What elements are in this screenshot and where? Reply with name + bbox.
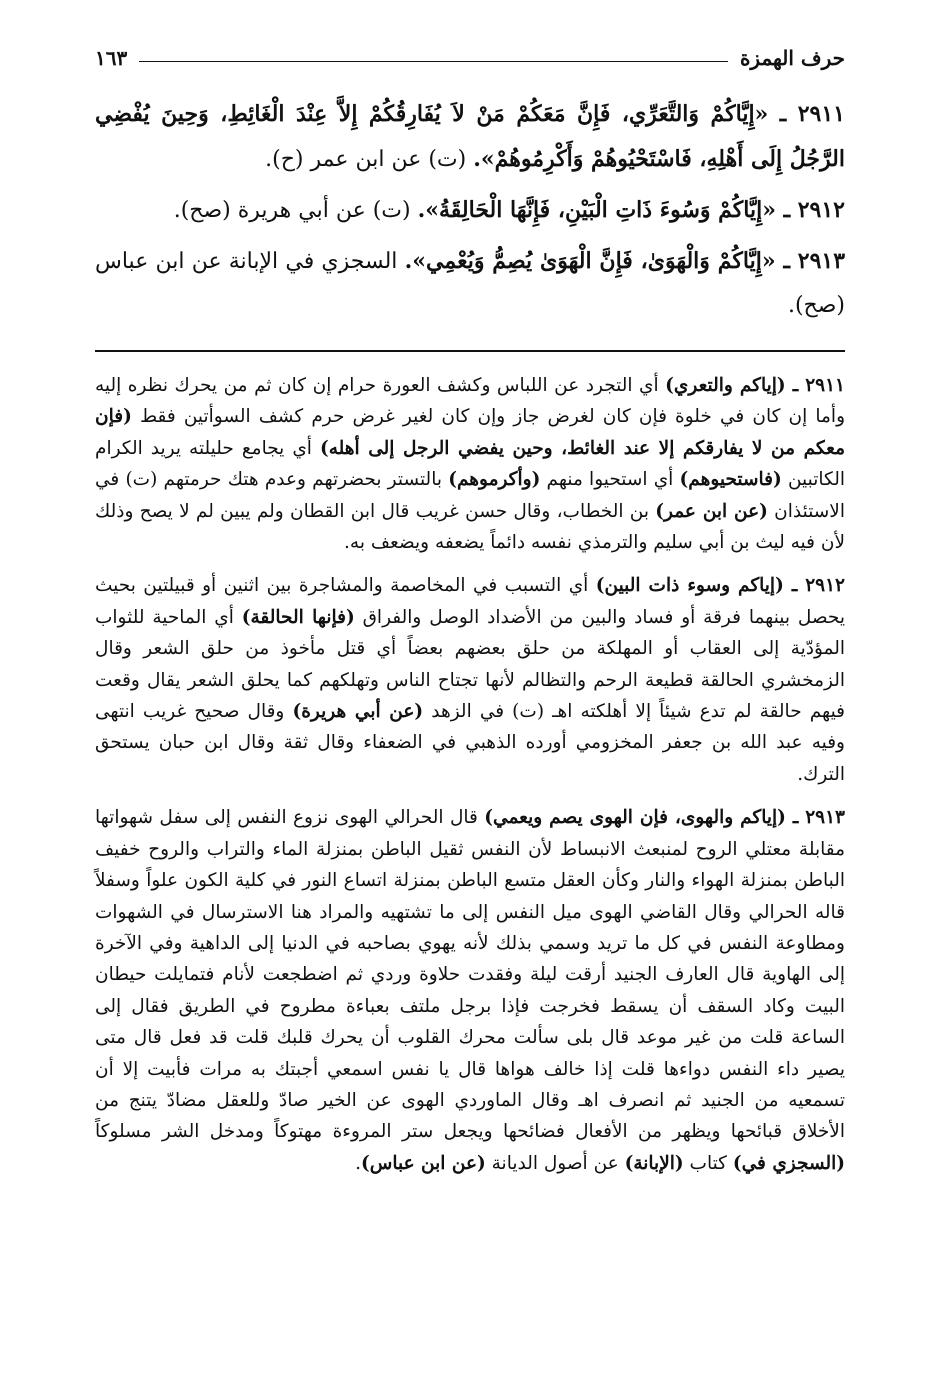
commentary-text: بالتستر بحضرتهم وعدم هتك حرمتهم (ت) في الاستئذان <box>95 469 845 522</box>
commentary-text: كتاب <box>683 1152 733 1174</box>
hadith-number: ٢٩١١ <box>797 101 845 127</box>
hadith-number: ٢٩١٢ <box>797 197 845 223</box>
commentary-quote: (إياكم والتعري) <box>665 375 786 396</box>
footnote-divider <box>95 350 845 352</box>
commentary-quote: (إياكم وسوء ذات البين) <box>595 575 784 597</box>
commentary-text: . <box>355 1152 362 1174</box>
hadith-entry: ٢٩١٣ ـ «إِيَّاكُمْ وَالْهَوَىٰ، فَإِنَّ الْهَوَىٰ يُصِمُّ وَيُعْمِي». السجزي في الإبانة عن ابن عباس (صح). <box>95 248 846 318</box>
commentary-paragraph: ٢٩١٢ ـ (إياكم وسوء ذات البين) أي التسبب في المخاصمة والمشاجرة بين اثنين أو قبيلتين بحيث يحصل بينهما فرقة أو فساد والبين من الأضداد الوصل والفراق (فإنها الحالقة) أي الماحية للثواب المؤدّية إلى العقاب أو المهلكة من حلق بعضهم بعضاً أي قتل مأخوذ من حلق الشعر وقال الزمخشري الحالقة قطيعة الرحم والتظالم لأنها تجتاح الناس وتهلكهم كما يحلق الشعر يقال وقعت فيهم حالقة لم تدع شيئاً إلا أهلكته اهـ (ت) في الزهد (عن أبي هريرة) وقال صحيح غريب انتهى وفيه عبد الله بن جعفر المخزومي أورده الذهبي في الضعفاء وقال ثقة وقال ابن حبان يستحق الترك. <box>95 575 846 785</box>
commentary-quote: (إياكم والهوى، فإن الهوى يصم ويعمي) <box>484 807 786 829</box>
header-rule <box>139 61 728 62</box>
hadith-source: (ت) عن أبي هريرة (صح). <box>173 198 411 223</box>
page-number: ١٦٣ <box>95 46 128 70</box>
commentary-quote: (السجزي في) <box>732 1152 845 1174</box>
hadith-source: السجزي في الإبانة عن ابن عباس (صح). <box>95 249 845 318</box>
commentary-quote: (عن ابن عمر) <box>655 500 768 522</box>
commentary-number: ٢٩١٢ <box>805 575 845 597</box>
commentary-text: عن أصول الديانة <box>485 1152 625 1174</box>
commentary-number: ٢٩١٣ <box>805 807 845 829</box>
commentary-text: أي يجامع حليلته يريد الكرام الكاتبين <box>95 437 845 491</box>
commentary-quote: (عن ابن عباس) <box>361 1152 486 1174</box>
hadith-source: (ت) عن ابن عمر (ح). <box>265 147 467 172</box>
commentary-quote: (عن أبي هريرة) <box>292 701 424 723</box>
hadith-text: «إِيَّاكُمْ وَالْهَوَىٰ، فَإِنَّ الْهَوَىٰ يُصِمُّ وَيُعْمِي». <box>404 248 776 274</box>
commentary-text: أي استحيوا منهم <box>540 469 680 491</box>
chapter-title: حرف الهمزة <box>739 46 845 70</box>
commentary-quote: (فإن معكم من لا يفارقكم إلا عند الغائط، وحين يفضي الرجل إلى أهله) <box>95 406 845 459</box>
book-page <box>95 40 845 1191</box>
hadith-text: «إِيَّاكُمْ وَسُوءَ ذَاتِ الْبَيْنِ، فَإِنَّهَا الْحَالِقَةُ». <box>417 197 776 223</box>
commentary-quote: (الإبانة) <box>624 1152 684 1174</box>
commentary-text: أي الماحية للثواب المؤدّية إلى العقاب أو المهلكة من حلق بعضهم بعضاً أي قتل مأخوذ من حلق الشعر وقال الزمخشري الحالقة قطيعة الرحم والتظالم لأنها تجتاح الناس وتهلكهم كما يحلق الشعر يقال وقعت فيهم حالقة لم تدع شيئاً إلا أهلكته اهـ (ت) في الزهد <box>95 606 846 723</box>
hadith-entry: ٢٩١١ ـ «إِيَّاكُمْ وَالتَّعَرِّي، فَإِنَّ مَعَكُمْ مَنْ لاَ يُفَارِقُكُمْ إِلاَّ عِنْدَ الْغَائِطِ، وَحِينَ يُفْضِي الرَّجُلُ إِلَى أَهْلِهِ، فَاسْتَحْيُوهُمْ وَأَكْرِمُوهُمْ». (ت) عن ابن عمر (ح). <box>95 101 845 172</box>
commentary-quote: (وأكرموهم) <box>448 469 541 491</box>
page-header <box>95 40 845 76</box>
commentary-number: ٢٩١١ <box>805 375 845 396</box>
commentary-text: قال الحرالي الهوى نزوع النفس إلى سفل شهواتها مقابلة معتلي الروح لمنبعث الانبساط لأن النفس ثقيل الباطن بمنزلة الماء والتراب والروح خفيف الباطن بمنزلة الهواء والنار وكأن العقل متسع الباطن بمنزلة اتساع النور في كلية الكون علواً وسفلاً قاله الحرالي وقال القاضي الهوى ميل النفس إلى ما تشتهيه والمراد هنا الاسترسال في الشهوات ومطاوعة النفس في كل ما تريد وسمي بذلك لأنه يهوي بصاحبه في الدنيا إلى الداهية وفي الآخرة إلى الهاوية قال العارف الجنيد أرقت ليلة وفقدت حلاوة وردي ثم اضطجعت لأنام فتمايلت حيطان البيت وكاد السقف أن يسقط فخرجت فإذا برجل ملتف بعباءة مطروح في الطريق فقال إلى الساعة قلت من غير موعد قال بلى سألت محرك القلوب أن يحرك قلبك قلت قد فعل قال متى يصير داء النفس دواءها قلت إذا خالف هواها قال يا نفس اسمعي أجبتك به مرات فأبيت إلا أن تسمعيه من الجنيد ثم انصرف اهـ وقال الماوردي الهوى عن الخير صادّ وللعقل مضادّ يتنج من الأخلاق قبائحها ويظهر من الأفعال فضائحها ويجعل ستر المروءة مهتوكاً ومدخل الشر مسلوكاً <box>95 807 845 1143</box>
commentary-quote: (فاستحيوهم) <box>679 469 782 491</box>
commentary-text: أي التجرد عن اللباس وكشف العورة حرام إن كان ثم من يحرك نظره إليه وأما إن كان في خلوة فإن كان لغرض جاز وإن كان لغير غرض حرم كشف السوأتين فقط <box>95 375 845 428</box>
commentary-text: أي التسبب في المخاصمة والمشاجرة بين اثنين أو قبيلتين بحيث يحصل بينهما فرقة أو فساد والبين من الأضداد الوصل والفراق <box>95 575 846 628</box>
commentary-text: وقال صحيح غريب انتهى وفيه عبد الله بن جعفر المخزومي أورده الذهبي في الضعفاء وقال ثقة وقال ابن حبان يستحق الترك. <box>95 701 845 785</box>
commentary-paragraph: ٢٩١١ ـ (إياكم والتعري) أي التجرد عن اللباس وكشف العورة حرام إن كان ثم من يحرك نظره إليه وأما إن كان في خلوة فإن كان لغرض جاز وإن كان لغير غرض حرم كشف السوأتين فقط (فإن معكم من لا يفارقكم إلا عند الغائط، وحين يفضي الرجل إلى أهله) أي يجامع حليلته يريد الكرام الكاتبين (فاستحيوهم) أي استحيوا منهم (وأكرموهم) بالتستر بحضرتهم وعدم هتك حرمتهم (ت) في الاستئذان (عن ابن عمر) بن الخطاب، وقال حسن غريب قال ابن القطان ولم يبين لم لا يصح وذلك لأن فيه ليث بن أبي سليم والترمذي نفسه دائماً يضعفه ويضعف به. <box>95 375 845 554</box>
hadith-entry: ٢٩١٢ ـ «إِيَّاكُمْ وَسُوءَ ذَاتِ الْبَيْنِ، فَإِنَّهَا الْحَالِقَةُ». (ت) عن أبي هريرة (صح). <box>173 197 845 223</box>
commentary-paragraph: ٢٩١٣ ـ (إياكم والهوى، فإن الهوى يصم ويعمي) قال الحرالي الهوى نزوع النفس إلى سفل شهواتها مقابلة معتلي الروح لمنبعث الانبساط لأن النفس ثقيل الباطن بمنزلة الماء والتراب والروح خفيف الباطن بمنزلة الهواء والنار وكأن العقل متسع الباطن بمنزلة اتساع النور في كلية الكون علواً وسفلاً قاله الحرالي وقال القاضي الهوى ميل النفس إلى ما تشتهيه والمراد هنا الاسترسال في الشهوات ومطاوعة النفس في كل ما تريد وسمي بذلك لأنه يهوي بصاحبه في الدنيا إلى الداهية وفي الآخرة إلى الهاوية قال العارف الجنيد أرقت ليلة وفقدت حلاوة وردي ثم اضطجعت لأنام فتمايلت حيطان البيت وكاد السقف أن يسقط فخرجت فإذا برجل ملتف بعباءة مطروح في الطريق فقال إلى الساعة قلت من غير موعد قال بلى سألت محرك القلوب أن يحرك قلبك قلت قد فعل قال متى يصير داء النفس دواءها قلت إذا خالف هواها قال يا نفس اسمعي أجبتك به مرات فأبيت إلا أن تسمعيه من الجنيد ثم انصرف اهـ وقال الماوردي الهوى عن الخير صادّ وللعقل مضادّ يتنج من الأخلاق قبائحها ويظهر من الأفعال فضائحها ويجعل ستر المروءة مهتوكاً ومدخل الشر مسلوكاً (السجزي في) كتاب (الإبانة) عن أصول الديانة (عن ابن عباس). <box>95 807 845 1174</box>
hadith-number: ٢٩١٣ <box>797 248 846 274</box>
commentary-quote: (فإنها الحالقة) <box>241 606 355 628</box>
commentary-text: بن الخطاب، وقال حسن غريب قال ابن القطان ولم يبين لم لا يصح وذلك لأن فيه ليث بن أبي سليم والترمذي نفسه دائماً يضعفه ويضعف به. <box>95 500 845 554</box>
hadith-text: «إِيَّاكُمْ وَالتَّعَرِّي، فَإِنَّ مَعَكُمْ مَنْ لاَ يُفَارِقُكُمْ إِلاَّ عِنْدَ الْغَائِطِ، وَحِينَ يُفْضِي الرَّجُلُ إِلَى أَهْلِهِ، فَاسْتَحْيُوهُمْ وَأَكْرِمُوهُمْ». <box>95 101 845 172</box>
